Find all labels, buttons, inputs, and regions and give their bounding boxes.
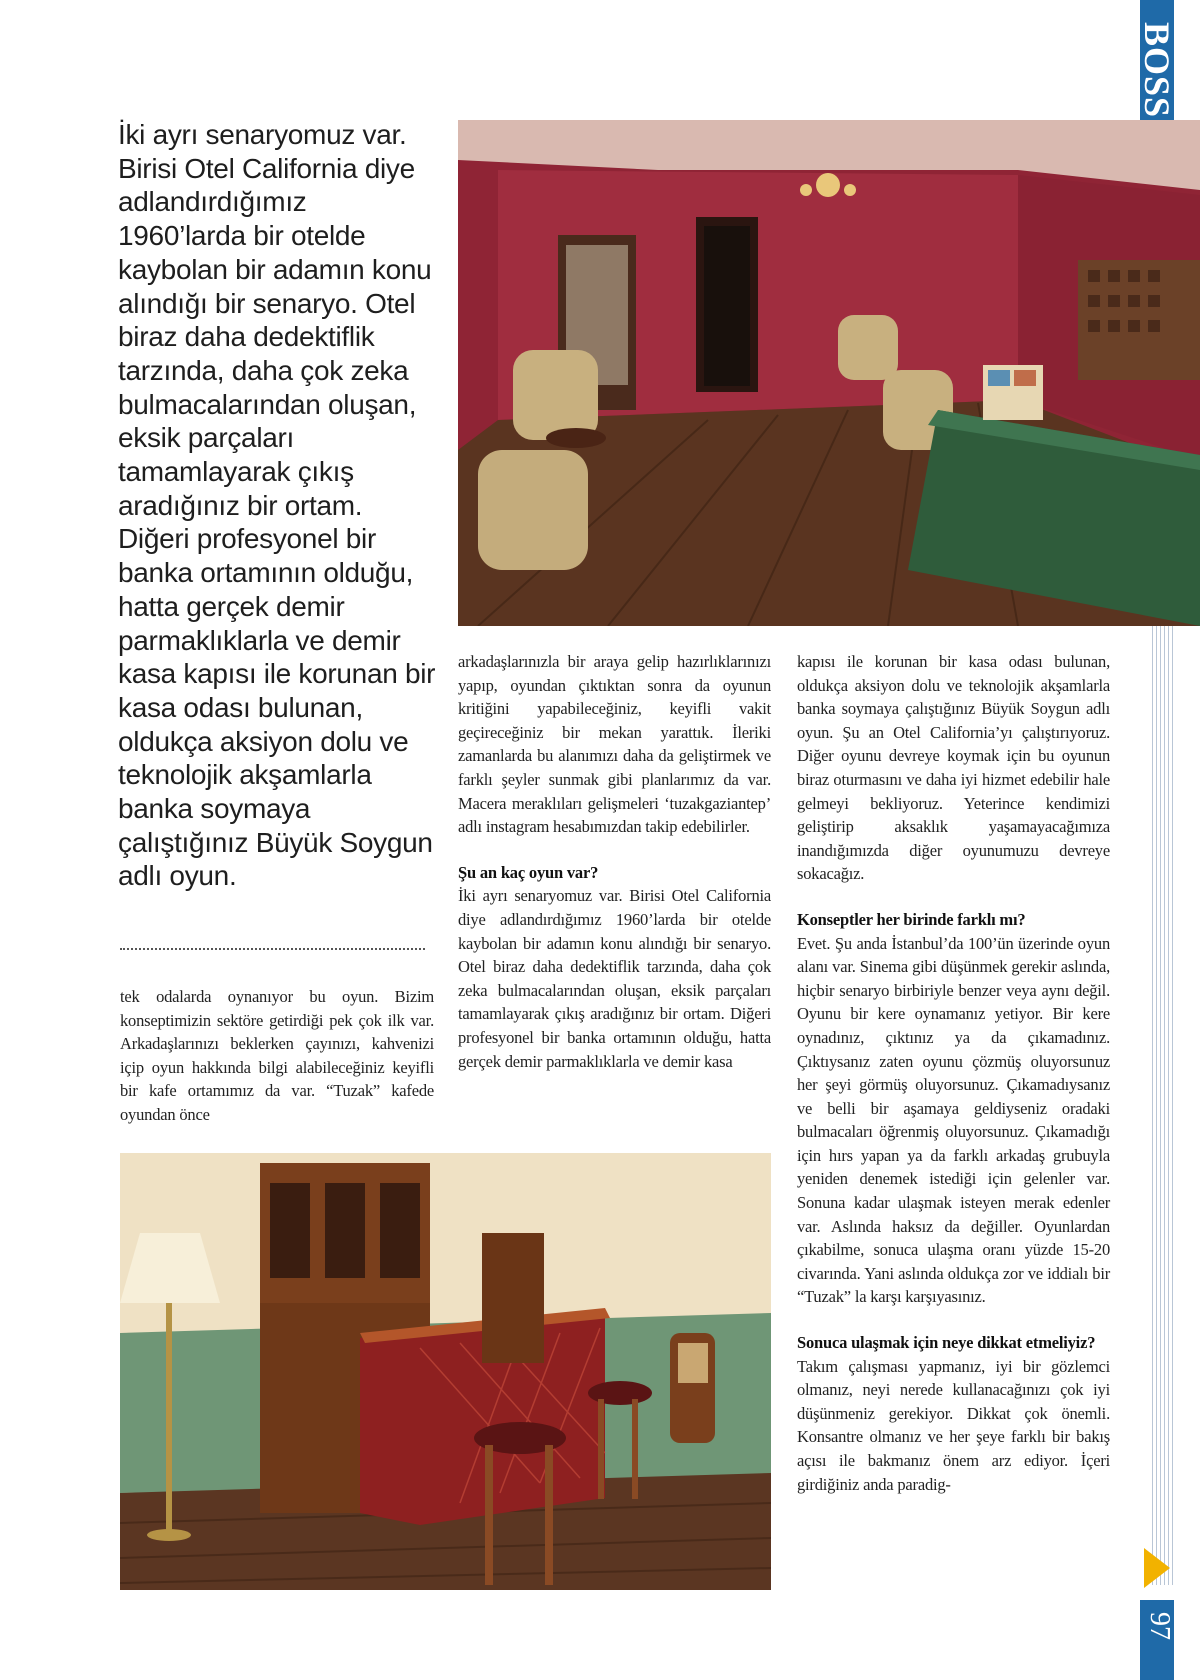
column-2-paragraph-1: arkadaşlarınızla bir araya gelip hazırlıklarınızı yapıp, oyundan çıktıktan sonra da oyunun kritiğini yapabileceğiniz, keyifli vakit geçireceğiniz bir mekan yarattık. İleriki zamanlarda bu alanımızı daha da geliştirmek ve farklı şeyler sunmak gibi planlarımız da var. Macera meraklıları gelişmeleri ‘tuzakgaziantep’ adlı instagram hesabımızdan takip edebilirler. bbox=[458, 652, 771, 837]
column-3-paragraph-3: Takım çalışması yapmanız, iyi bir gözlemci olmanız, neyi nerede kullanacağınızı çok iyi düşünmeniz gerekiyor. Dikkat çok önemli. Konsantre olmanız ve her şeye farklı bir bakış açısı ile bakmanız önem arz ediyor. İçeri girdiğiniz anda paradig- bbox=[797, 1356, 1110, 1494]
magazine-brand: BOSS bbox=[1137, 22, 1177, 119]
column-2 bbox=[458, 650, 771, 1073]
page-number: 97 bbox=[1144, 1612, 1175, 1640]
question-heading-success-tips: Sonuca ulaşmak için neye dikkat etmeliyiz? bbox=[797, 1333, 1096, 1353]
pull-quote: İki ayrı senaryomuz var. Birisi Otel California diye adlandırdığımız 1960’larda bir otelde kaybolan bir adamın konu alındığı bir senaryo. Otel biraz daha dedektiflik tarzında, daha çok zeka bulmacalarından oluşan, eksik parçaları tamamlayarak çıkış aradığınız bir ortam. Diğeri profesyonel bir banka ortamının olduğu, hatta gerçek demir parmaklıklarla ve demir kasa kapısı ile korunan bir kasa odası bulunan, oldukça aksiyon dolu ve teknolojik akşamlarla banka soymaya çalıştığınız Büyük Soygun adlı oyun. bbox=[118, 119, 436, 892]
cafe-bar-photo bbox=[120, 1153, 771, 1590]
question-heading-game-count: Şu an kaç oyun var? bbox=[458, 862, 599, 882]
lobby-photo bbox=[458, 120, 1200, 626]
next-page-arrow-icon bbox=[1144, 1548, 1170, 1588]
column-3-paragraph-1: kapısı ile korunan bir kasa odası bulunan, oldukça aksiyon dolu ve teknolojik akşamlarla banka soymaya çalıştığınız Büyük Soygun adlı oyun. Şu an Otel California’yı çalıştırıyoruz. Diğer oyunu devreye koymak için bu oyunun biraz oturmasını ve daha iyi hizmet edebilir hale gelmeyi bekliyoruz. Yeterince kendimizi geliştirip aksaklık yaşamayacağımıza inandığımızda diğer oyunumuzu devreye sokacağız. bbox=[797, 652, 1110, 884]
column-3-paragraph-2: Evet. Şu anda İstanbul’da 100’ün üzerinde oyun alanı var. Sinema gibi düşünmek gerekir aslında, hiçbir senaryo birbiriyle benzer veya aynı değil. Oyunu bir kere oynamanız yetiyor. Bir kere oynadınız, çıktınız ya da çıkamadınız. Çıktıysanız zaten oyunu çözmüş oluyorsunuz her şeyi görmüş oluyorsunuz. Çıkamadıysanız ve belli bir aşamaya geldiyseniz oradaki bulmacaları öğrenmiş oluyorsunuz. Çıkamadığı için hırs yapan ya da farklı arkadaş grubuyla yeniden denemek istediği için gelenler var. Sonuna kadar ulaşmak isteyen merak edenler var. Aslında haksız da değiller. Oyunlardan çıkabilme, sonuca ulaşma oranı yüzde 15-20 civarında. Yani aslında oldukça zor ve iddialı bir “Tuzak” la karşı karşıyasınız. bbox=[797, 933, 1110, 1307]
column-2-paragraph-2: İki ayrı senaryomuz var. Birisi Otel California diye adlandırdığımız 1960’larda bir otelde kaybolan bir adamın konu alındığı bir senaryo. Otel biraz daha dedektiflik tarzında, daha çok zeka bulmacalarından oluşan, eksik parçaları tamamlayarak çıkış aradığınız bir ortam. Diğeri profesyonel bir banka ortamının olduğu, hatta gerçek demir parmaklıklarla ve demir kasa bbox=[458, 886, 771, 1071]
dotted-divider bbox=[120, 948, 425, 950]
column-1-text: tek odalarda oynanıyor bu oyun. Bizim konseptimizin sektöre getirdiği pek çok ilk var. Arkadaşlarınızı beklerken çayınızı, kahvenizi içip oyun hakkında bilgi alabileceğiniz keyifli bir kafe ortamımız da var. “Tuzak” kafede oyundan önce bbox=[120, 987, 434, 1124]
question-heading-concepts: Konseptler her birinde farklı mı? bbox=[797, 909, 1026, 929]
column-3 bbox=[797, 650, 1110, 1496]
